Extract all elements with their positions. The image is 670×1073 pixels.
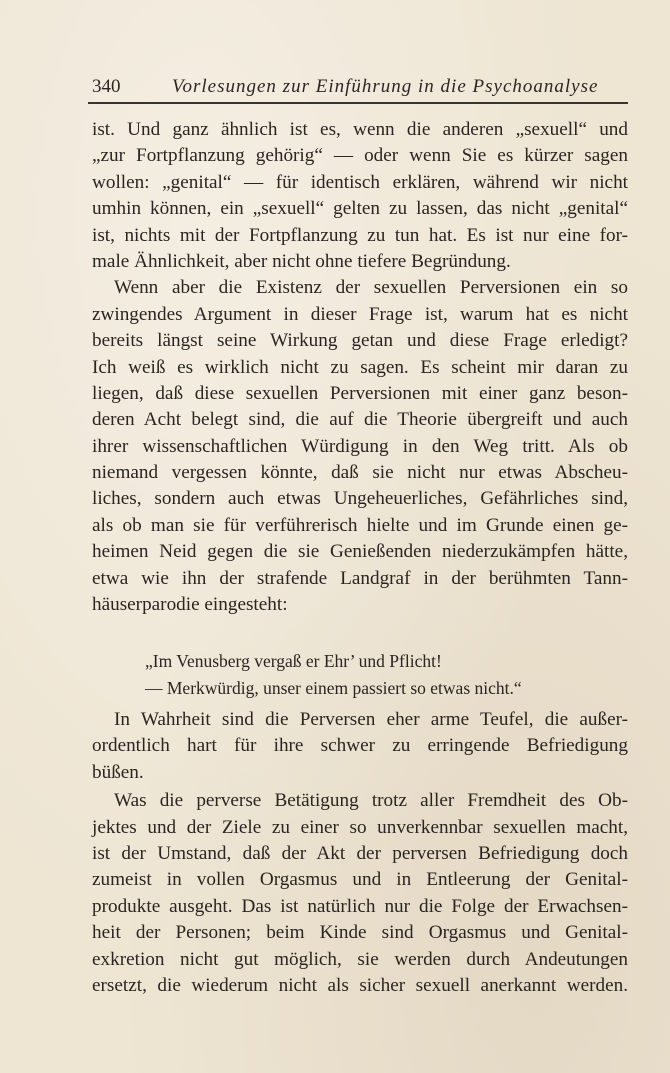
text-line: ihrer wissenschaftlichen Würdigung in den Weg tritt. Als ob bbox=[92, 435, 628, 457]
text-line: umhin können, ein „sexuell“ gelten zu lassen, das nicht „genital“ bbox=[92, 198, 628, 220]
text-line: liegen, daß diese sexuellen Perversionen mit einer ganz beson- bbox=[92, 382, 628, 404]
text-line: etwa wie ihn der strafende Landgraf in der berühmten Tann- bbox=[92, 567, 628, 589]
paragraph bbox=[92, 117, 628, 275]
text-line: ist. Und ganz ähnlich ist es, wenn die anderen „sexuell“ und bbox=[92, 119, 628, 140]
text-line: deren Acht belegt sind, die auf die Theorie übergreift und auch bbox=[92, 409, 628, 431]
quote-line: — Merkwürdig, unser einem passiert so etwas nicht.“ bbox=[145, 678, 522, 698]
text-line: zumeist in vollen Orgasmus und in Entleerung der Genital- bbox=[92, 869, 628, 891]
paragraph bbox=[92, 788, 628, 999]
text-line: ist, nichts mit der Fortpflanzung zu tun hat. Es ist nur eine for- bbox=[92, 224, 628, 246]
text-line: bereits längst seine Wirkung getan und diese Frage erledigt? bbox=[92, 330, 628, 352]
text-line: heimen Neid gegen die sie Genießenden niederzukämpfen hätte, bbox=[92, 541, 628, 563]
text-line: produkte ausgeht. Das ist natürlich nur die Folge der Erwachsen- bbox=[92, 895, 628, 917]
text-line: male Ähnlichkeit, aber nicht ohne tiefere Begründung. bbox=[92, 250, 511, 272]
text-line: wollen: „genital“ — für identisch erklären, während wir nicht bbox=[92, 171, 628, 193]
paragraph bbox=[92, 275, 628, 618]
text-line: „zur Fortpflanzung gehörig“ — oder wenn Sie es kürzer sagen bbox=[92, 145, 628, 167]
text-line: Wenn aber die Existenz der sexuellen Perversionen ein so bbox=[114, 277, 628, 299]
text-line: ist der Umstand, daß der Akt der perversen Befriedigung doch bbox=[92, 842, 628, 864]
text-line: als ob man sie für verführerisch hielte und im Grunde einen ge- bbox=[92, 514, 628, 536]
header-rule bbox=[88, 102, 628, 104]
running-head bbox=[92, 74, 628, 104]
body-text-bottom bbox=[92, 707, 628, 999]
text-line: liches, sondern auch etwas Ungeheuerliches, Gefährliches sind, bbox=[92, 488, 628, 510]
running-title: Vorlesungen zur Einführung in die Psychoanalyse bbox=[172, 76, 599, 97]
text-line: heit der Personen; beim Kinde sind Orgasmus und Genital- bbox=[92, 922, 628, 944]
text-line: Was die perverse Betätigung trotz aller Fremdheit des Ob- bbox=[114, 790, 628, 812]
text-line: ersetzt, die wiederum nicht als sicher sexuell anerkannt werden. bbox=[92, 974, 628, 996]
text-line: In Wahrheit sind die Perversen eher arme Teufel, die außer- bbox=[114, 709, 628, 730]
quote-line: „Im Venusberg vergaß er Ehr’ und Pflicht! bbox=[145, 651, 442, 671]
text-line: jektes und der Ziele zu einer so unverkennbar sexuellen macht, bbox=[92, 816, 628, 838]
verse-quote bbox=[145, 648, 585, 702]
text-line: zwingendes Argument in dieser Frage ist, warum hat es nicht bbox=[92, 303, 628, 325]
text-line: niemand vergessen könnte, daß sie nicht nur etwas Abscheu- bbox=[92, 462, 628, 484]
page-number: 340 bbox=[92, 76, 121, 97]
text-line: häuserparodie eingesteht: bbox=[92, 594, 288, 616]
paragraph bbox=[92, 707, 628, 786]
text-line: ordentlich hart für ihre schwer zu erringende Befriedigung bbox=[92, 735, 628, 757]
text-line: exkretion nicht gut möglich, sie werden durch Andeutungen bbox=[92, 948, 628, 970]
text-line: büßen. bbox=[92, 761, 144, 783]
text-line: Ich weiß es wirklich nicht zu sagen. Es scheint mir daran zu bbox=[92, 356, 628, 378]
body-text-top bbox=[92, 117, 628, 618]
